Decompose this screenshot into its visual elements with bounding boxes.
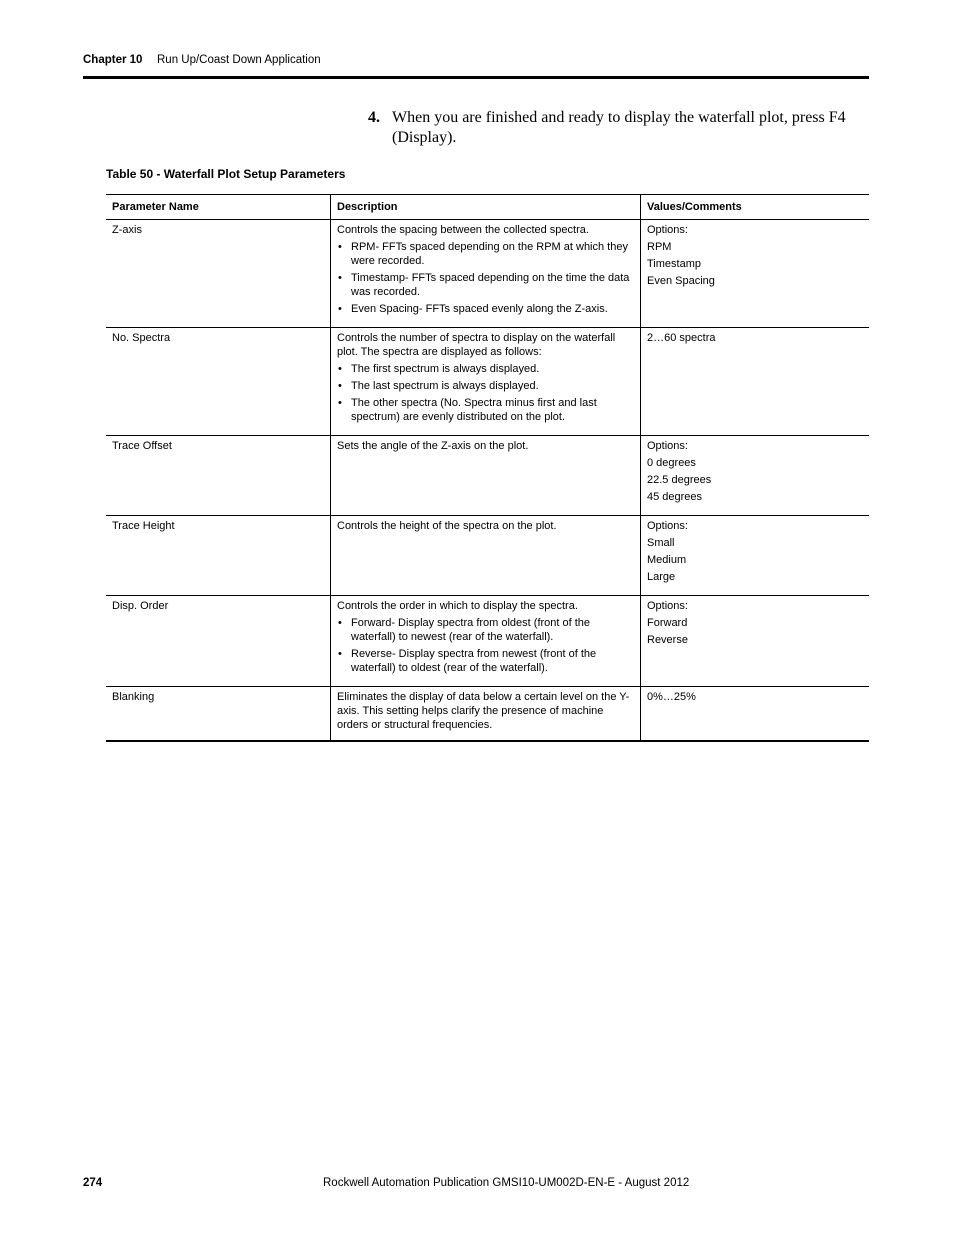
- bullet-item: • Forward- Display spectra from oldest (front of the waterfall) to newest (rear of the waterfall).: [337, 616, 634, 644]
- values-cell: [641, 220, 870, 328]
- page-number: 274: [83, 1177, 103, 1189]
- description-text: Eliminates the display of data below a certain level on the Y-axis. This setting helps clarify the presence of machine orders or structural frequencies.: [337, 691, 630, 731]
- column-header-description: Description: [331, 195, 641, 220]
- chapter-title: Run Up/Coast Down Application: [157, 54, 321, 66]
- value-option: 0 degrees: [647, 457, 696, 469]
- publication-info: Rockwell Automation Publication GMSI10-UM002D-EN-E - August 2012: [323, 1177, 690, 1189]
- description-cell: [331, 436, 641, 516]
- bullet-item: • The first spectrum is always displayed.: [337, 362, 634, 376]
- value-option: Options:: [647, 224, 688, 236]
- table-row: [106, 436, 869, 516]
- parameter-name-cell: Disp. Order: [106, 596, 331, 687]
- table-body: [106, 220, 869, 742]
- value-option: 2…60 spectra: [647, 332, 716, 344]
- page-header: [83, 52, 869, 79]
- values-cell: [641, 516, 870, 596]
- parameters-table: [106, 194, 869, 742]
- bullet-item: • The other spectra (No. Spectra minus first and last spectrum) are evenly distributed on the plot.: [337, 396, 634, 424]
- value-option: Small: [647, 537, 675, 549]
- value-option: Large: [647, 571, 676, 583]
- description-bullet-list: [337, 362, 634, 424]
- description-cell: [331, 596, 641, 687]
- description-cell: [331, 220, 641, 328]
- parameter-name-cell: Z-axis: [106, 220, 331, 328]
- value-option: Medium: [647, 554, 687, 566]
- table-row: [106, 687, 869, 742]
- value-option: Timestamp: [647, 258, 701, 270]
- bullet-item: • Reverse- Display spectra from newest (front of the waterfall) to oldest (rear of the waterfall).: [337, 647, 634, 675]
- bullet-item: • Timestamp- FFTs spaced depending on the time the data was recorded.: [337, 271, 634, 299]
- parameter-name-cell: No. Spectra: [106, 328, 331, 436]
- values-cell: [641, 596, 870, 687]
- table-row: [106, 328, 869, 436]
- values-cell: [641, 436, 870, 516]
- value-option: Options:: [647, 600, 688, 612]
- parameter-name-cell: Trace Offset: [106, 436, 331, 516]
- value-option: Even Spacing: [647, 275, 715, 287]
- table-header-row: [106, 195, 869, 220]
- bullet-item: • Even Spacing- FFTs spaced evenly along the Z-axis.: [337, 302, 634, 316]
- parameter-name-cell: Blanking: [106, 687, 331, 742]
- description-text: Controls the number of spectra to display on the waterfall plot. The spectra are displayed as follows:: [337, 332, 616, 358]
- description-text: Controls the spacing between the collected spectra.: [337, 224, 589, 236]
- description-bullet-list: [337, 240, 634, 316]
- step-instruction: [368, 108, 848, 148]
- table-caption: Table 50 - Waterfall Plot Setup Parameters: [106, 167, 346, 181]
- table-row: [106, 220, 869, 328]
- value-option: 22.5 degrees: [647, 474, 712, 486]
- column-header-values-comments: Values/Comments: [641, 195, 870, 220]
- value-option: Options:: [647, 440, 688, 452]
- table-row: [106, 516, 869, 596]
- value-option: Forward: [647, 617, 688, 629]
- step-number: 4.: [368, 109, 380, 126]
- bullet-item: • RPM- FFTs spaced depending on the RPM at which they were recorded.: [337, 240, 634, 268]
- description-cell: [331, 328, 641, 436]
- values-cell: [641, 328, 870, 436]
- description-bullet-list: [337, 616, 634, 675]
- value-option: Options:: [647, 520, 688, 532]
- chapter-number: Chapter 10: [83, 54, 143, 66]
- value-option: Reverse: [647, 634, 688, 646]
- value-option: 45 degrees: [647, 491, 703, 503]
- description-text: Controls the order in which to display the spectra.: [337, 600, 578, 612]
- values-cell: [641, 687, 870, 742]
- table-row: [106, 596, 869, 687]
- description-cell: [331, 687, 641, 742]
- description-cell: [331, 516, 641, 596]
- step-text: When you are finished and ready to display the waterfall plot, press F4 (Display).: [392, 109, 846, 146]
- column-header-parameter-name: Parameter Name: [106, 195, 331, 220]
- description-text: Controls the height of the spectra on the plot.: [337, 520, 557, 532]
- description-text: Sets the angle of the Z-axis on the plot.: [337, 440, 529, 452]
- parameter-name-cell: Trace Height: [106, 516, 331, 596]
- bullet-item: • The last spectrum is always displayed.: [337, 379, 634, 393]
- value-option: RPM: [647, 241, 672, 253]
- value-option: 0%…25%: [647, 691, 696, 703]
